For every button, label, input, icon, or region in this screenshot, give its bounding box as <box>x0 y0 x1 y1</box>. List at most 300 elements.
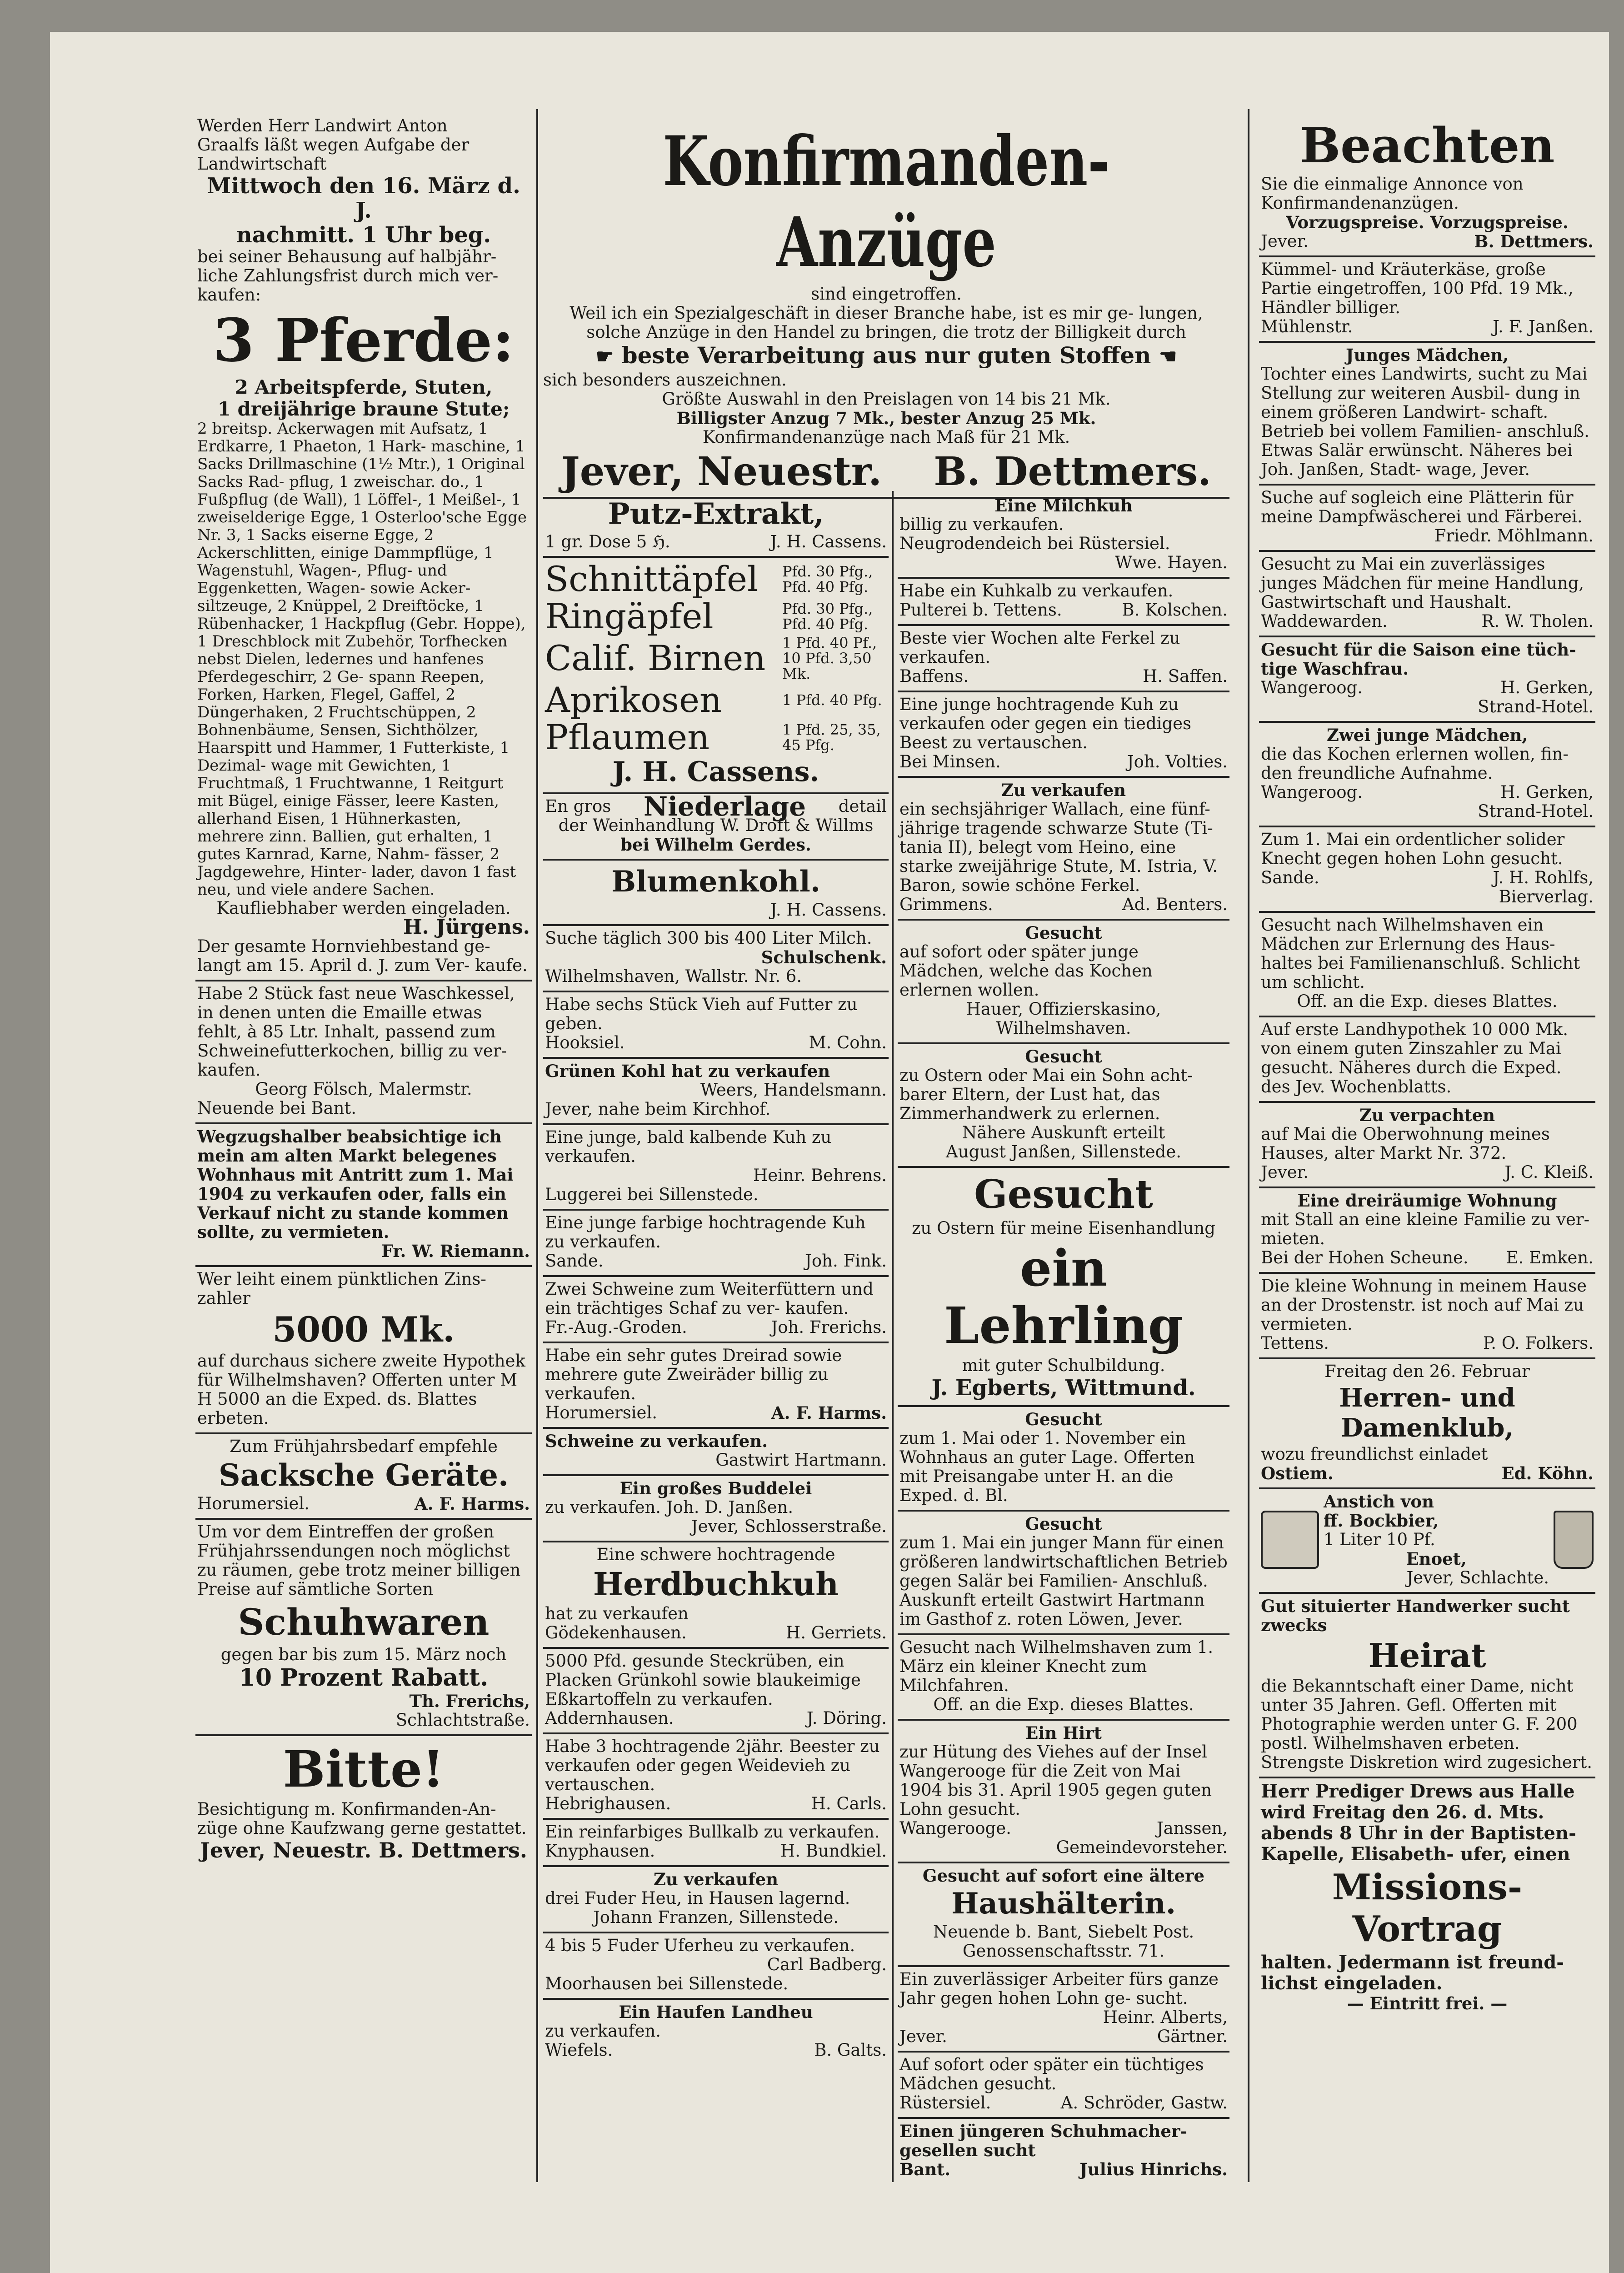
ad-headline: Zu verkaufen <box>653 1869 779 1889</box>
ad-headline: Zu verkaufen <box>1001 780 1126 800</box>
ad-text: zur Hütung des Viehes auf der Insel Wangerooge für die Zeit von Mai 1904 bis 31. April 1905 gegen guten Lohn gesucht. <box>899 1742 1212 1819</box>
ad-headline: Beachten <box>1299 117 1555 174</box>
ad-location: Ostiem. <box>1261 1463 1334 1483</box>
ad-location: Fr.-Aug.-Groden. <box>545 1317 687 1337</box>
ad-waschkessel <box>195 981 532 1124</box>
ad-text: die Bekanntschaft einer Dame, nicht unter 35 Jahren. Gefl. Offerten mit Photographie werden unter G. F. 200 postl. Wilhelmshaven erbeten. Strengste Diskretion wird zugesichert. <box>1261 1676 1593 1772</box>
ad-signature: Gastwirt Hartmann. <box>715 1450 887 1470</box>
ad-schuhmacher <box>898 2119 1229 2183</box>
ad-maedchen-kochen <box>898 921 1229 1044</box>
ad-headline: Zwei junge Mädchen, <box>1326 725 1528 745</box>
ad-text: Der gesamte Hornviehbestand ge- langt am 15. April d. J. zum Ver- kaufe. <box>197 936 528 975</box>
ad-text: detail <box>838 796 887 816</box>
ad-ferkel <box>898 626 1229 692</box>
ad-text: sind eingetroffen. <box>811 284 962 304</box>
ad-text: Nähere Auskunft erteilt <box>962 1123 1165 1142</box>
beer-mug-icon <box>1554 1511 1594 1569</box>
ad-plaetterin <box>1259 486 1595 552</box>
ad-bockbier <box>1259 1489 1595 1594</box>
ad-signature: Julius Hinrichs. <box>1079 2159 1228 2179</box>
ad-signature: Strand-Hotel. <box>1478 697 1594 716</box>
ad-text: Off. an die Exp. dieses Blattes. <box>1297 991 1558 1011</box>
ad-hirt <box>898 1721 1229 1863</box>
ad-subhead: 1 dreijährige braune Stute; <box>217 398 510 420</box>
ad-niederlage <box>543 791 889 861</box>
ad-signature: P. O. Folkers. <box>1483 1333 1594 1353</box>
ad-landheu <box>543 2000 889 2064</box>
ad-text: — Eintritt frei. — <box>1347 1993 1508 2013</box>
ad-text: zum 1. Mai ein junger Mann für einen größeren landwirtschaftlichen Betrieb gegen Salär bei Familien- Anschluß. <box>899 1533 1228 1591</box>
ad-text: Die kleine Wohnung in meinem Hause an der Drostenstr. ist noch auf Mai zu vermieten. <box>1261 1276 1587 1334</box>
pointing-hand-icon: ☛ <box>595 345 614 368</box>
ad-text: Sie die einmalige Annonce von Konfirmandenanzügen. <box>1261 174 1524 213</box>
ad-text: 1 gr. Dose 5 ℌ. <box>545 532 670 551</box>
ad-text: Zwei Schweine zum Weiterfüttern und ein trächtiges Schaf zu ver- kaufen. <box>545 1279 874 1318</box>
pointing-hand-icon: ☚ <box>1159 345 1177 368</box>
ad-signature: bei Wilhelm Gerdes. <box>620 835 811 855</box>
column-left <box>195 114 532 1867</box>
ad-text: Schweine zu verkaufen. <box>545 1431 768 1451</box>
ad-text: ff. Bockbier, <box>1324 1511 1439 1531</box>
fruit-price: 1 Pfd. 40 Pf., 10 Pfd. 3,50 Mk. <box>782 634 877 682</box>
ad-zimmerhandwerk <box>898 1044 1229 1168</box>
ad-location: Wilhelmshaven. <box>996 1018 1131 1038</box>
ad-text: Gesucht nach Wilhelmshaven zum 1. März ein kleiner Knecht zum Milchfahren. <box>899 1637 1214 1695</box>
ad-buddelei <box>543 1476 889 1542</box>
ad-text: Billigster Anzug 7 Mk., bester Anzug 25 Mk. <box>676 408 1096 428</box>
ad-text: Wer leiht einem pünktlichen Zins- zahler <box>197 1269 486 1308</box>
ad-signature: August Janßen, Sillenstede. <box>945 1142 1182 1162</box>
ad-text: Eine junge hochtragende Kuh zu verkaufen oder gegen ein tiediges Beest zu vertauschen. <box>899 695 1192 752</box>
ad-knecht <box>898 1635 1229 1721</box>
ad-location: Horumersiel. <box>545 1403 658 1422</box>
ad-text: Weil ich ein Spezialgeschäft in dieser Branche habe, ist es mir ge- lungen, solche Anzüge in den Handel zu bringen, die trotz der Billigkeit durch <box>570 303 1203 342</box>
ad-text: Suche auf sogleich eine Plätterin für meine Dampfwäscherei und Färberei. <box>1261 488 1583 526</box>
ad-milch <box>543 926 889 992</box>
ad-location: Bei Minsen. <box>899 752 1001 771</box>
ad-signature: J. H. Cassens. <box>770 900 887 920</box>
ad-signature: B. Dettmers. <box>934 449 1211 495</box>
beer-barrel-icon <box>1261 1511 1319 1569</box>
ad-location: Pulterei b. Tettens. <box>899 600 1062 620</box>
ad-headline: Sacksche Geräte. <box>219 1457 509 1493</box>
ad-headline: Ein großes Buddelei <box>620 1478 812 1498</box>
ad-location: Schlachtstraße. <box>395 1710 530 1730</box>
ad-location: Knyphausen. <box>545 1841 655 1861</box>
ad-location: Wiefels. <box>545 2040 613 2060</box>
ad-location: Bei der Hohen Scheune. <box>1261 1248 1469 1267</box>
ad-text: Gesucht für die Saison eine tüch- tige Waschfrau. <box>1261 640 1576 679</box>
ad-location: Sande. <box>1261 868 1319 887</box>
ad-signature: A. Schröder, Gastw. <box>1060 2093 1228 2113</box>
ad-headline: Ein Hirt <box>1025 1723 1102 1743</box>
ad-headline: Herren- und Damenklub, <box>1339 1383 1515 1443</box>
ad-location: Hebrighausen. <box>545 1794 671 1813</box>
ad-signature: B. Galts. <box>814 2040 887 2060</box>
ad-signature: Gärtner. <box>1157 2027 1228 2046</box>
ad-text: auf Mai die Oberwohnung meines Hauses, alter Markt Nr. 372. <box>1261 1124 1550 1163</box>
ad-headline: ein Lehrling <box>944 1239 1183 1355</box>
ad-signature: Strand-Hotel. <box>1478 801 1594 821</box>
ad-signature: J. Döring. <box>806 1708 887 1728</box>
ad-text: Besichtigung m. Konfirmanden-An- züge ohne Kaufzwang gerne gestattet. <box>197 1799 527 1838</box>
ad-headline: Konfirmanden-Anzüge <box>663 121 1110 282</box>
ad-headline: Putz-Extrakt, <box>608 497 824 531</box>
ad-text: hat zu verkaufen <box>545 1604 689 1623</box>
ad-text: Habe sechs Stück Vieh auf Futter zu geben. <box>545 995 858 1033</box>
ad-lehrling <box>898 1168 1229 1407</box>
ad-location: Addernhausen. <box>545 1708 674 1728</box>
ad-location: Grimmens. <box>899 895 993 914</box>
ad-text: halten. Jedermann ist freund- lichst eingeladen. <box>1261 1952 1564 1994</box>
ad-text: Beste vier Wochen alte Ferkel zu verkaufen. <box>899 628 1180 667</box>
ad-text: auf durchaus sichere zweite Hypothek für Wilhelmshaven? Offerten unter M H 5000 an die Exped. ds. Blattes erbeten. <box>197 1351 525 1428</box>
ad-text: Auf sofort oder später ein tüchtiges Mädchen gesucht. <box>899 2055 1204 2093</box>
fruit-price: Pfd. 30 Pfg., Pfd. 40 Pfg. <box>782 563 873 596</box>
ad-kuhkalb <box>898 579 1229 626</box>
ad-headline: Ein Haufen Landheu <box>619 2002 813 2022</box>
ad-text: Konfirmandenanzüge nach Maß für 21 Mk. <box>702 427 1070 447</box>
column-rule-1 <box>536 109 538 2182</box>
fruit-name: Pflaumen <box>545 717 710 757</box>
fruit-name: Aprikosen <box>545 680 722 720</box>
ad-text: Gesucht auf sofort eine ältere <box>922 1866 1205 1886</box>
ad-junges-maedchen <box>1259 343 1595 486</box>
fruit-name: Ringäpfel <box>545 596 714 636</box>
ad-signature: Th. Frerichs, <box>409 1691 530 1711</box>
ad-location: Neuende b. Bant, Siebelt Post. <box>933 1922 1194 1942</box>
ad-signature: Friedr. Möhlmann. <box>1434 526 1594 546</box>
ad-text: Gut situierter Handwerker sucht zwecks <box>1261 1596 1570 1635</box>
ad-signature: H. Jürgens. <box>403 916 530 939</box>
ad-text: Kümmel- und Kräuterkäse, große Partie eingetroffen, 100 Pfd. 19 Mk., Händler billiger. <box>1261 260 1574 317</box>
ad-text: drei Fuder Heu, in Hausen lagernd. <box>545 1888 850 1908</box>
ad-text: 1 Liter 10 Pf. <box>1324 1530 1435 1549</box>
ad-text: ein sechsjähriger Wallach, eine fünf- jährige tragende schwarze Stute (Ti- tania II), belegt vom Heino, eine starke zweijährige Stute, M. Istria, V. Baron, sowie schöne Ferkel. <box>899 799 1218 895</box>
ad-bullkalb <box>543 1820 889 1867</box>
ad-headline: Eine dreiräumige Wohnung <box>1297 1191 1557 1211</box>
ad-text: billig zu verkaufen. <box>899 515 1064 534</box>
ad-signature: B. Kolschen. <box>1122 600 1228 620</box>
ad-signature: Georg Fölsch, Malermstr. <box>255 1079 472 1099</box>
ad-headline: Gesucht <box>1025 1046 1102 1066</box>
ad-signature: Weers, Handelsmann. <box>700 1080 887 1100</box>
ad-signature: Enoet, <box>1406 1549 1467 1569</box>
ad-text: Zum 1. Mai ein ordentlicher solider Knecht gegen hohen Lohn gesucht. <box>1261 830 1565 868</box>
ad-text: Ein reinfarbiges Bullkalb zu verkaufen. <box>545 1822 880 1842</box>
ad-steckrueben <box>543 1649 889 1734</box>
ad-amount: 5000 Mk. <box>272 1309 455 1350</box>
ad-text: Eine junge, bald kalbende Kuh zu verkaufen. <box>545 1127 832 1166</box>
ad-text: Off. an die Exp. dieses Blattes. <box>933 1695 1194 1714</box>
ad-headline: 3 Pferde: <box>213 305 515 375</box>
column-center-right <box>898 493 1229 2183</box>
ad-signature: Heinr. Alberts, <box>1103 2008 1228 2027</box>
ad-location: Waddewarden. <box>1261 611 1388 631</box>
ad-dreiraeumige-wohnung <box>1259 1188 1595 1274</box>
ad-signature: E. Emken. <box>1506 1248 1594 1267</box>
ad-signature: H. Gerriets. <box>786 1623 887 1642</box>
ad-signature: J. C. Kleiß. <box>1504 1162 1594 1182</box>
ad-text: sich besonders auszeichnen. <box>543 370 787 390</box>
ad-location: Jever. <box>899 2027 947 2046</box>
ad-landhypothek <box>1259 1017 1595 1103</box>
ad-kaese <box>1259 257 1595 343</box>
ad-headline: Schuhwaren <box>238 1601 490 1643</box>
column-center-left <box>543 493 889 2064</box>
ad-text: Tochter eines Landwirts, sucht zu Mai Stellung zur weiteren Ausbil- dung in einem größeren Landwirt- schaft. Betrieb bei vollem Familien- anschluß. Etwas Salär erwünscht. Näheres bei Joh. Janßen, Stadt- wage, Jever. <box>1261 364 1589 479</box>
ad-location: Gödekenhausen. <box>545 1623 687 1642</box>
fruit-name: Schnittäpfel <box>545 559 759 599</box>
ad-location: Jever, Neuestr. <box>561 449 882 495</box>
ad-location: Wangerooge. <box>899 1818 1011 1838</box>
ad-signature: Ed. Köhn. <box>1501 1463 1594 1483</box>
ad-date: Mittwoch den 16. März d. J. <box>207 173 520 223</box>
ad-location: Sande. <box>545 1251 604 1271</box>
ad-text: Gesucht zu Mai ein zuverlässiges junges Mädchen für meine Handlung, Gastwirtschaft und Haushalt. <box>1261 554 1584 612</box>
ad-text: Habe ein sehr gutes Dreirad sowie mehrere gute Zweiräder billig zu verkaufen. <box>545 1346 842 1403</box>
ad-gruenkohl <box>543 1059 889 1125</box>
ad-heirat <box>1259 1594 1595 1778</box>
ad-signature: Heinr. Behrens. <box>753 1166 887 1185</box>
ad-signature: Fr. W. Riemann. <box>381 1241 530 1261</box>
ad-location: Jever. <box>1261 231 1309 251</box>
ad-schweine-frerichs <box>543 1277 889 1343</box>
ad-dreirad <box>543 1343 889 1429</box>
ad-putz-extrakt <box>543 493 889 558</box>
ad-text: mit Stall an eine kleine Familie zu ver- mieten. <box>1261 1210 1590 1248</box>
ad-heu <box>543 1867 889 1933</box>
ad-text: Graalfs läßt wegen Aufgabe der <box>197 135 470 155</box>
ad-item-list: 2 breitsp. Ackerwagen mit Aufsatz, 1 Erdkarre, 1 Phaeton, 1 Hark- maschine, 1 Sacks Drillmaschine (1½ Mtr.), 1 Original Sacks Rad- pflug, 1 zweischar. do., 1 Fußpflug (de Wall), 1 Löffel-, 1 Meißel-, 1 zweiselderige Egge, 1 Osterloo'sche Egge Nr. 3, 1 Sacks eiserne Egge, 2 Ackerschlitten, einige Dammpflüge, 1 Wagenstuhl, Wagen-, Pflug- und Eggenketten, Wagen- sowie Acker- siltzeuge, 2 Knüppel, 2 Dreiftöcke, 1 Rübenhacker, 1 Hackpflug (Gebr. Hoppe), 1 Dreschblock mit Zubehör, Torfhecken nebst Dielen, ledernes und hanfenes Pferdegeschirr, 2 Ge- spann Reepen, Forken, Harken, Flegel, Gaffel, 2 Düngerhaken, 2 Fruchtschüppen, 2 Bohnenbäume, Sensen, Sichthölzer, Haarspitt und Hammer, 1 Futterkiste, 1 Dezimal- wage mit Gewichten, 1 Fruchtmaß, 1 Fruchtwanne, 1 Reitgurt mit Bügel, einige Fässer, leere Kasten, allerhand Eisen, 1 Hühnerkasten, mehrere zinn. Ballien, gut erhalten, 1 gutes Karnrad, Karne, Nahm- fässer, 2 Jagdgewehre, Hinter- lader, davon 1 fast neu, und viele andere Sachen. <box>197 420 527 899</box>
ad-text: Um vor dem Eintreffen der großen Frühjahrssendungen noch möglichst zu räumen, gebe trotz meiner billigen Preise auf sämtliche Sorten <box>197 1522 521 1599</box>
ad-text: Eine junge farbige hochtragende Kuh zu verkaufen. <box>545 1213 866 1252</box>
ad-signature: H. Carls. <box>811 1794 887 1813</box>
ad-text: Auf erste Landhypothek 10 000 Mk. von einem guten Zinszahler zu Mai gesucht. Näheres durch die Exped. des Jev. Wochenblatts. <box>1261 1020 1569 1096</box>
ad-signature: Carl Badberg. <box>767 1955 887 1974</box>
ad-location: Baffens. <box>899 666 969 686</box>
ad-text: wozu freundlichst einladet <box>1261 1444 1488 1464</box>
ad-uferheu <box>543 1933 889 2000</box>
fruit-name: Calif. Birnen <box>545 638 766 678</box>
ad-wohnhaus-gesucht <box>898 1407 1229 1512</box>
ad-location: Jever, nahe beim Kirchhof. <box>545 1099 771 1119</box>
ad-text: Ein zuverlässiger Arbeiter fürs ganze Jahr gegen hohen Lohn ge- sucht. <box>899 1969 1219 2008</box>
ad-beachten <box>1259 114 1595 257</box>
ad-signature: Bierverlag. <box>1499 887 1594 906</box>
ad-headline: Heirat <box>1368 1636 1486 1675</box>
ad-headline: Junges Mädchen, <box>1346 345 1509 365</box>
ad-hypothek <box>195 1267 532 1434</box>
ad-headline: Gesucht <box>974 1172 1153 1217</box>
ad-vieh <box>543 992 889 1059</box>
ad-beester <box>543 1734 889 1820</box>
ad-location: Bant. <box>899 2159 951 2179</box>
ad-headline: Haushälterin. <box>951 1887 1176 1921</box>
ad-signature: B. Dettmers. <box>1474 231 1594 251</box>
ad-wallach <box>898 778 1229 921</box>
ad-location: Horumersiel. <box>197 1494 310 1513</box>
ad-signature: H. Bundkiel. <box>780 1841 887 1861</box>
ad-text: 5000 Pfd. gesunde Steckrüben, ein Placken Grünkohl sowie blaukeimige Eßkartoffeln zu verkaufen. <box>545 1651 861 1709</box>
ad-verpachten <box>1259 1103 1595 1188</box>
fruit-price: Pfd. 30 Pfg., Pfd. 40 Pfg. <box>782 600 873 633</box>
ad-text: der Weinhandlung W. Droft & Willms <box>558 816 874 835</box>
ad-konfirmanden <box>543 114 1229 499</box>
ad-sacksche-geraete <box>195 1434 532 1520</box>
ad-headline: Eine Milchkuh <box>994 496 1133 516</box>
ad-auction <box>195 114 532 981</box>
ad-headline: Herdbuchkuh <box>593 1565 839 1603</box>
ad-signature: Schulschenk. <box>761 947 887 967</box>
ad-text: Eine schwere hochtragende <box>596 1545 835 1564</box>
ad-location: Mühlenstr. <box>1261 317 1353 336</box>
ad-signature: Jever, Neuestr. B. Dettmers. <box>200 1838 527 1862</box>
ad-haushaelterin <box>898 1863 1229 1967</box>
ad-bitte <box>195 1736 532 1867</box>
ad-headline: Blumenkohl. <box>611 865 821 899</box>
ad-location: Wangeroog. <box>1261 678 1363 697</box>
ad-text: Habe ein Kuhkalb zu verkaufen. <box>899 581 1174 601</box>
ad-signature: Joh. Fink. <box>805 1251 887 1271</box>
ad-headline: Bitte! <box>283 1740 445 1798</box>
ad-signature: Joh. Frerichs. <box>771 1317 887 1337</box>
ad-dried-fruit <box>543 558 889 794</box>
ad-text: zu Ostern oder Mai ein Sohn acht- barer Eltern, der Lust hat, das Zimmerhandwerk zu erlernen. <box>899 1066 1193 1123</box>
ad-damenklub <box>1259 1359 1595 1489</box>
ad-text: Freitag den 26. Februar <box>1324 1362 1530 1381</box>
ad-location: Jever, Schlosserstraße. <box>691 1517 887 1536</box>
ad-signature: A. F. Harms. <box>771 1403 887 1423</box>
ad-headline: Missions-Vortrag <box>1332 1867 1523 1950</box>
ad-text: En gros <box>545 796 611 816</box>
ad-schweine-hartmann <box>543 1429 889 1476</box>
ad-headline: Gesucht <box>1025 1514 1102 1534</box>
ad-milchkuh <box>898 493 1229 579</box>
ad-location: Jever, Schlachte. <box>1406 1568 1549 1587</box>
ad-time: nachmitt. 1 Uhr beg. <box>236 222 491 248</box>
ad-subhead: Vorzugspreise. Vorzugspreise. <box>1286 212 1569 232</box>
ad-herdbuchkuh <box>543 1542 889 1649</box>
ad-text: auf sofort oder später junge Mädchen, welche das Kochen erlernen wollen. <box>899 942 1153 1000</box>
ad-location: Wangeroog. <box>1261 782 1363 802</box>
ad-maedchen-handlung <box>1259 552 1595 637</box>
ad-location: Hooksiel. <box>545 1033 625 1052</box>
ad-maedchen-haushalt <box>1259 913 1595 1017</box>
ad-signature: H. Saffen. <box>1143 666 1228 686</box>
ad-signature: Joh. Volties. <box>1127 752 1228 771</box>
ad-signature: H. Gerken, <box>1500 678 1594 697</box>
ad-subhead: 2 Arbeitspferde, Stuten, <box>235 376 493 398</box>
ad-signature: J. H. Rohlfs, <box>1493 868 1594 887</box>
ad-location: Luggerei bei Sillenstede. <box>545 1185 759 1204</box>
ad-text: 4 bis 5 Fuder Uferheu zu verkaufen. <box>545 1936 855 1955</box>
ad-wohnhaus <box>195 1124 532 1267</box>
ad-zwei-maedchen <box>1259 723 1595 827</box>
ad-location: Moorhausen bei Sillenstede. <box>545 1974 789 1993</box>
ad-signature: J. H. Cassens. <box>770 532 887 551</box>
fruit-price: 1 Pfd. 25, 35, 45 Pfg. <box>782 721 881 754</box>
ad-text: Werden Herr Landwirt Anton <box>197 116 448 135</box>
ad-text: die das Kochen erlernen wollen, fin- den freundliche Aufnahme. <box>1261 744 1569 783</box>
ad-text: Landwirtschaft <box>197 154 327 174</box>
ad-waschfrau <box>1259 637 1595 723</box>
ad-maedchen-schroeder <box>898 2053 1229 2119</box>
ad-text: zu verkaufen. Joh. D. Janßen. <box>545 1497 794 1517</box>
ad-discount: 10 Prozent Rabatt. <box>239 1664 489 1692</box>
ad-signature: J. H. Cassens. <box>612 756 819 788</box>
ad-missions-vortrag <box>1259 1778 1595 2018</box>
ad-text: Suche täglich 300 bis 400 Liter Milch. <box>545 928 872 948</box>
ad-text: Habe 2 Stück fast neue Waschkessel, in denen unten die Emaille etwas fehlt, à 85 Ltr. Inhalt, passend zum Schweinefutterkochen, billig zu ver- kaufen. <box>197 984 515 1080</box>
ad-text: Kaufliebhaber werden eingeladen. <box>216 898 511 918</box>
ad-schuhwaren <box>195 1520 532 1736</box>
ad-location: Jever. <box>1261 1162 1309 1182</box>
column-rule-3 <box>892 491 894 2182</box>
ad-headline: Anstich von <box>1324 1492 1434 1512</box>
ad-text: Gesucht nach Wilhelmshaven ein Mädchen zur Erlernung des Haus- haltes bei Familienanschluß. Schlicht um schlicht. <box>1261 915 1580 992</box>
ad-headline: Niederlage <box>644 791 806 822</box>
ad-text: zum 1. Mai oder 1. November ein Wohnhaus an guter Lage. Offerten mit Preisangabe unter H. an die Exped. d. Bl. <box>899 1428 1195 1505</box>
ad-text: Habe 3 hochtragende 2jähr. Beester zu verkaufen oder gegen Weidevieh zu vertauschen. <box>545 1737 880 1794</box>
ad-text: Zum Frühjahrsbedarf empfehle <box>230 1437 498 1456</box>
ad-signature: J. Egberts, Wittmund. <box>931 1375 1196 1401</box>
ad-signature: Janssen, <box>1156 1818 1228 1838</box>
ad-location: Neugrodendeich bei Rüstersiel. <box>899 534 1170 553</box>
ad-blumenkohl <box>543 861 889 926</box>
ad-text: bei seiner Behausung auf halbjähr- liche Zahlungsfrist durch mich ver- kaufen: <box>197 247 499 305</box>
ad-text: mit guter Schulbildung. <box>962 1356 1165 1375</box>
column-rule-2 <box>1248 109 1249 2182</box>
ad-knecht-rohlfs <box>1259 827 1595 913</box>
ad-text: Auskunft erteilt Gastwirt Hartmann im Gasthof z. roten Löwen, Jever. <box>899 1590 1205 1629</box>
ad-kuh-behrens <box>543 1125 889 1211</box>
ad-signature: A. F. Harms. <box>414 1494 530 1514</box>
ad-highlight: ☛ beste Verarbeitung aus nur guten Stoffen ☚ <box>543 342 1229 370</box>
ad-location: Tettens. <box>1261 1333 1329 1353</box>
ad-signature: J. F. Janßen. <box>1493 317 1594 336</box>
ad-signature: Johann Franzen, Sillenstede. <box>593 1908 839 1927</box>
ad-signature: H. Gerken, <box>1500 782 1594 802</box>
ad-text: Größte Auswahl in den Preislagen von 14 bis 21 Mk. <box>662 389 1111 409</box>
ad-location: Genossenschaftsstr. 71. <box>962 1941 1165 1961</box>
ad-junger-mann <box>898 1512 1229 1635</box>
ad-text: gegen bar bis zum 15. März noch <box>220 1645 507 1664</box>
ad-signature: Hauer, Offizierskasino, <box>966 999 1161 1019</box>
ad-headline: Zu verpachten <box>1359 1105 1495 1125</box>
ad-signature: Ad. Benters. <box>1122 895 1228 914</box>
ad-text: zu verkaufen. <box>545 2021 661 2041</box>
ad-text: Grünen Kohl hat zu verkaufen <box>545 1061 830 1081</box>
ad-kuh-volties <box>898 692 1229 778</box>
ad-arbeiter <box>898 1967 1229 2053</box>
ad-signature: Wwe. Hayen. <box>1115 553 1228 572</box>
ad-headline: Gesucht <box>1025 923 1102 943</box>
ad-signature: M. Cohn. <box>809 1033 887 1052</box>
ad-text: Herr Prediger Drews aus Halle wird Freitag den 26. d. Mts. abends 8 Uhr in der Baptisten-Kapelle, Elisabeth- ufer, einen <box>1261 1781 1576 1865</box>
ad-kuh-fink <box>543 1211 889 1277</box>
ad-signature: Gemeindevorsteher. <box>1056 1837 1228 1857</box>
column-right <box>1259 114 1595 2018</box>
ad-location: Rüstersiel. <box>899 2093 991 2113</box>
ad-signature: R. W. Tholen. <box>1481 611 1594 631</box>
ad-location: Wilhelmshaven, Wallstr. Nr. 6. <box>545 966 802 986</box>
ad-text: Wegzugshalber beabsichtige ich mein am alten Markt belegenes Wohnhaus mit Antritt zum 1. Mai 1904 zu verkaufen oder, falls ein Verkauf nicht zu stande kommen sollte, zu vermieten. <box>197 1126 514 1242</box>
ad-headline: Gesucht <box>1025 1409 1102 1429</box>
ad-kleine-wohnung <box>1259 1274 1595 1359</box>
ad-location: Neuende bei Bant. <box>197 1098 357 1118</box>
fruit-price: 1 Pfd. 40 Pfg. <box>782 691 882 709</box>
